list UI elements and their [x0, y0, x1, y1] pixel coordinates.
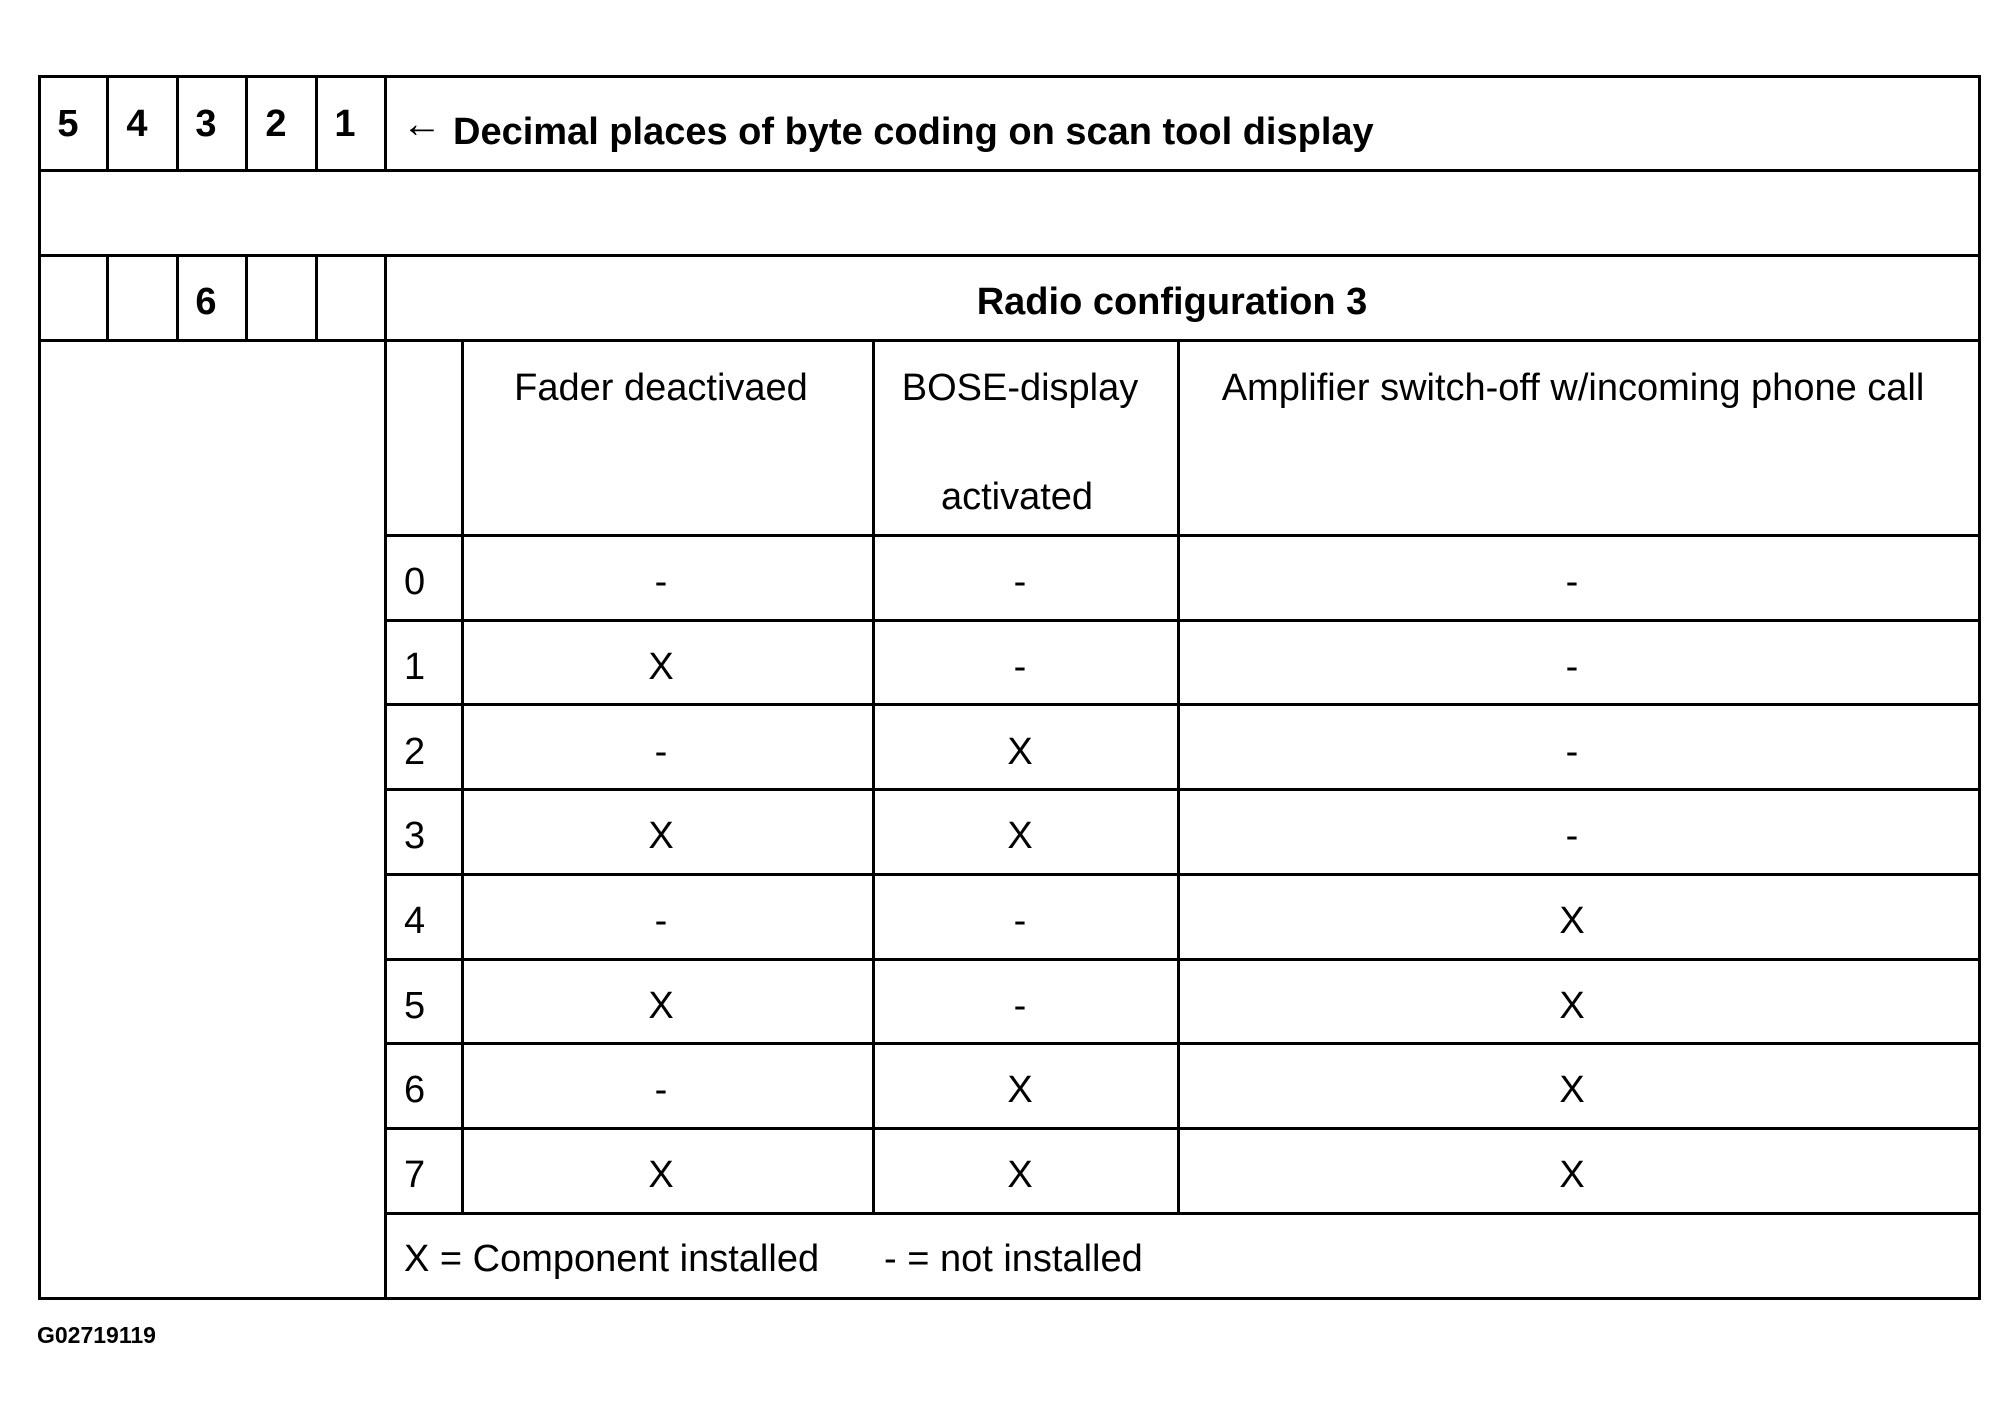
column-header: Fader deactivaed	[514, 367, 808, 409]
table-cell: X	[1559, 985, 1585, 1027]
table-cell: X	[1559, 1069, 1585, 1111]
table-rule	[384, 1212, 1981, 1215]
row-value: 0	[404, 561, 426, 603]
header-caption: Decimal places of byte coding on scan tool display	[453, 111, 1374, 153]
left-block-divider	[384, 75, 387, 172]
digit-divider	[315, 75, 318, 172]
table-col-divider	[1177, 339, 1180, 1215]
row-value: 4	[404, 900, 426, 942]
table-rule	[384, 1127, 1981, 1130]
table-cell: X	[648, 815, 674, 857]
figure-code: G02719119	[37, 1322, 156, 1348]
digit-divider	[176, 254, 179, 342]
rule-below-config	[38, 339, 1981, 342]
table-cell: X	[1559, 900, 1585, 942]
digit-divider	[176, 75, 179, 172]
column-header: BOSE-display	[901, 367, 1139, 409]
left-block-divider	[384, 254, 387, 1300]
digit-label: 3	[195, 103, 217, 145]
digit-divider	[106, 254, 109, 342]
digit-label: 1	[334, 103, 356, 145]
frame-right	[1978, 75, 1981, 1300]
table-cell: X	[648, 646, 674, 688]
table-cell: -	[1565, 646, 1579, 688]
table-cell: -	[1565, 815, 1579, 857]
table-cell: -	[1013, 985, 1027, 1027]
digit-label: 5	[57, 103, 79, 145]
table-cell: X	[1007, 731, 1033, 773]
row-value: 2	[404, 731, 426, 773]
table-col-divider	[872, 339, 875, 1215]
table-cell: X	[648, 985, 674, 1027]
legend-installed: X = Component installed	[404, 1238, 820, 1280]
table-cell: X	[1007, 1154, 1033, 1196]
digit-divider	[106, 75, 109, 172]
table-rule	[384, 619, 1981, 622]
rule-below-header	[38, 169, 1981, 172]
digit-label: 2	[265, 103, 287, 145]
table-cell: -	[1013, 561, 1027, 603]
row-value: 3	[404, 815, 426, 857]
legend-not-installed: - = not installed	[884, 1238, 1143, 1280]
rule-above-config	[38, 254, 1981, 257]
table-cell: -	[654, 900, 668, 942]
table-rule	[384, 958, 1981, 961]
table-rule	[384, 873, 1981, 876]
column-header: activated	[940, 476, 1094, 518]
table-cell: -	[654, 561, 668, 603]
config-position-value: 6	[195, 281, 217, 323]
row-value: 7	[404, 1154, 426, 1196]
digit-divider	[315, 254, 318, 342]
table-cell: X	[1559, 1154, 1585, 1196]
table-cell: -	[654, 1069, 668, 1111]
table-cell: -	[1565, 561, 1579, 603]
table-cell: -	[1565, 731, 1579, 773]
digit-label: 4	[126, 103, 148, 145]
table-rule	[384, 703, 1981, 706]
table-cell: -	[1013, 646, 1027, 688]
row-value: 6	[404, 1069, 426, 1111]
table-rule	[384, 1042, 1981, 1045]
table-cell: X	[1007, 815, 1033, 857]
table-rule	[384, 788, 1981, 791]
digit-divider	[245, 254, 248, 342]
table-rule	[384, 534, 1981, 537]
frame-left	[38, 75, 41, 1300]
config-title: Radio configuration 3	[976, 281, 1368, 323]
row-value: 1	[404, 646, 426, 688]
table-cell: X	[1007, 1069, 1033, 1111]
table-cell: -	[654, 731, 668, 773]
digit-divider	[245, 75, 248, 172]
table-col-divider	[461, 339, 464, 1215]
left-arrow-icon: ←	[402, 102, 442, 146]
frame-bottom	[38, 1297, 1981, 1300]
table-cell: -	[1013, 900, 1027, 942]
table-cell: X	[648, 1154, 674, 1196]
column-header: Amplifier switch-off w/incoming phone call	[1221, 367, 1925, 409]
frame-top	[38, 75, 1981, 78]
row-value: 5	[404, 985, 426, 1027]
